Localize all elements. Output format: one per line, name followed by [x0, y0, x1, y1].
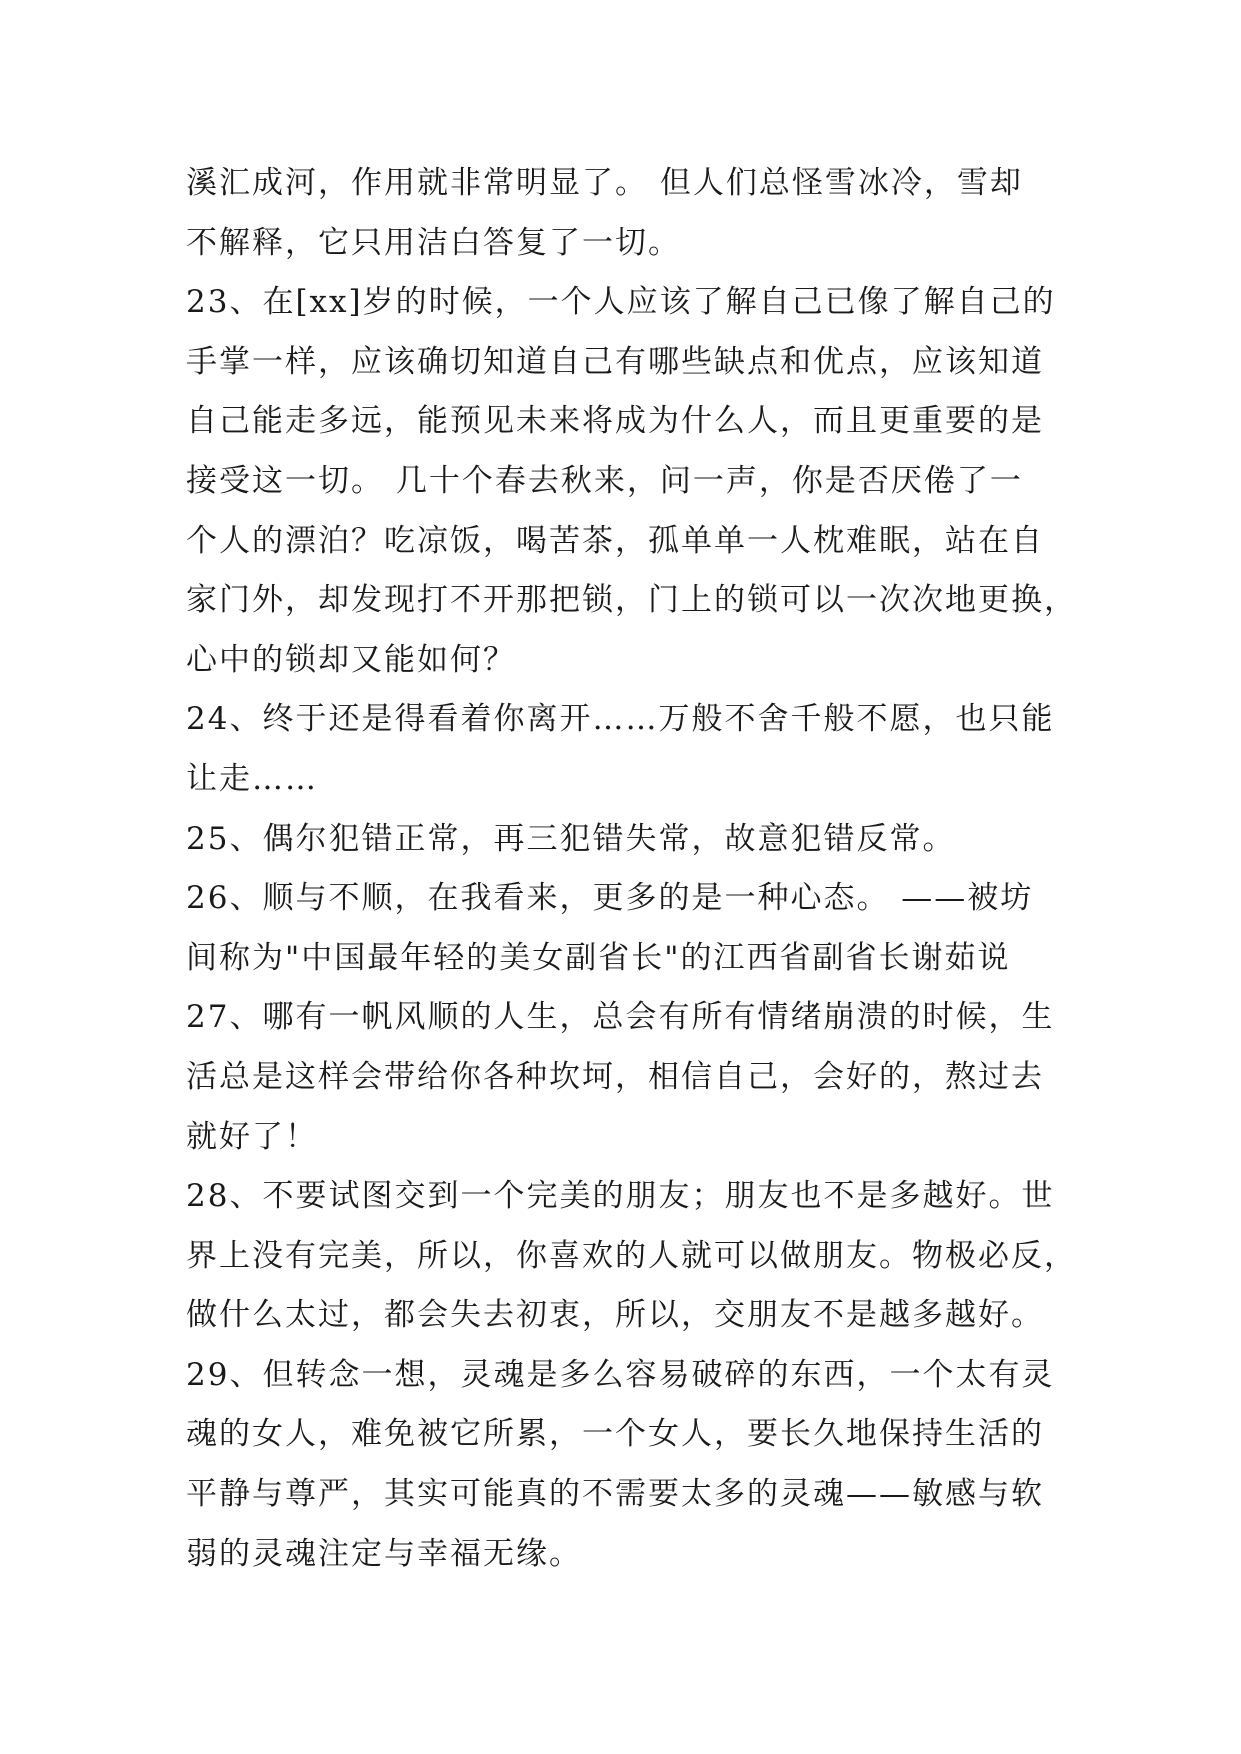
text-line: 让走…… [186, 760, 318, 797]
text-line: 做什么太过，都会失去初衷，所以，交朋友不是越多越好。 [186, 1297, 1044, 1334]
text-line: 溪汇成河，作用就非常明显了。 但人们总怪雪冰冷，雪却 [186, 165, 1023, 201]
text-line: 心中的锁却又能如何？ [186, 641, 516, 678]
text-line: 家门外，却发现打不开那把锁，门上的锁可以一次次地更换， [186, 582, 1077, 619]
text-line: 24、终于还是得看着你离开……万般不舍千般不愿，也只能 [186, 701, 1055, 738]
text-line: 25、偶尔犯错正常，再三犯错失常，故意犯错反常。 [186, 820, 956, 857]
text-line: 活总是这样会带给你各种坎坷，相信自己，会好的，熬过去 [186, 1058, 1044, 1095]
text-line: 魂的女人，难免被它所累，一个女人，要长久地保持生活的 [186, 1416, 1044, 1453]
text-line: 自己能走多远，能预见未来将成为什么人，而且更重要的是 [186, 403, 1044, 440]
text-line: 26、顺与不顺，在我看来，更多的是一种心态。 ——被坊 [186, 880, 1034, 917]
text-line: 手掌一样，应该确切知道自己有哪些缺点和优点，应该知道 [186, 343, 1044, 380]
text-line: 28、不要试图交到一个完美的朋友；朋友也不是多越好。世 [186, 1178, 1055, 1215]
body-text [186, 154, 1077, 1584]
text-line: 间称为"中国最年轻的美女副省长"的江西省副省长谢茹说 [186, 939, 1011, 976]
text-line: 个人的漂泊？吃凉饭，喝苦茶，孤单单一人枕难眠，站在自 [186, 522, 1044, 559]
text-line: 界上没有完美，所以，你喜欢的人就可以做朋友。物极必反， [186, 1237, 1077, 1274]
text-line: 弱的灵魂注定与幸福无缘。 [186, 1535, 582, 1572]
text-line: 就好了！ [186, 1118, 318, 1155]
text-line: 接受这一切。 几十个春去秋来，问一声，你是否厌倦了一 [186, 462, 1023, 499]
text-line: 27、哪有一帆风顺的人生，总会有所有情绪崩溃的时候，生 [186, 999, 1055, 1036]
text-line: 29、但转念一想，灵魂是多么容易破碎的东西，一个太有灵 [186, 1356, 1055, 1393]
text-line: 不解释，它只用洁白答复了一切。 [186, 224, 681, 261]
text-line: 平静与尊严，其实可能真的不需要太多的灵魂——敏感与软 [186, 1476, 1044, 1513]
text-line: 23、在[xx]岁的时候，一个人应该了解自己已像了解自己的 [186, 284, 1056, 321]
